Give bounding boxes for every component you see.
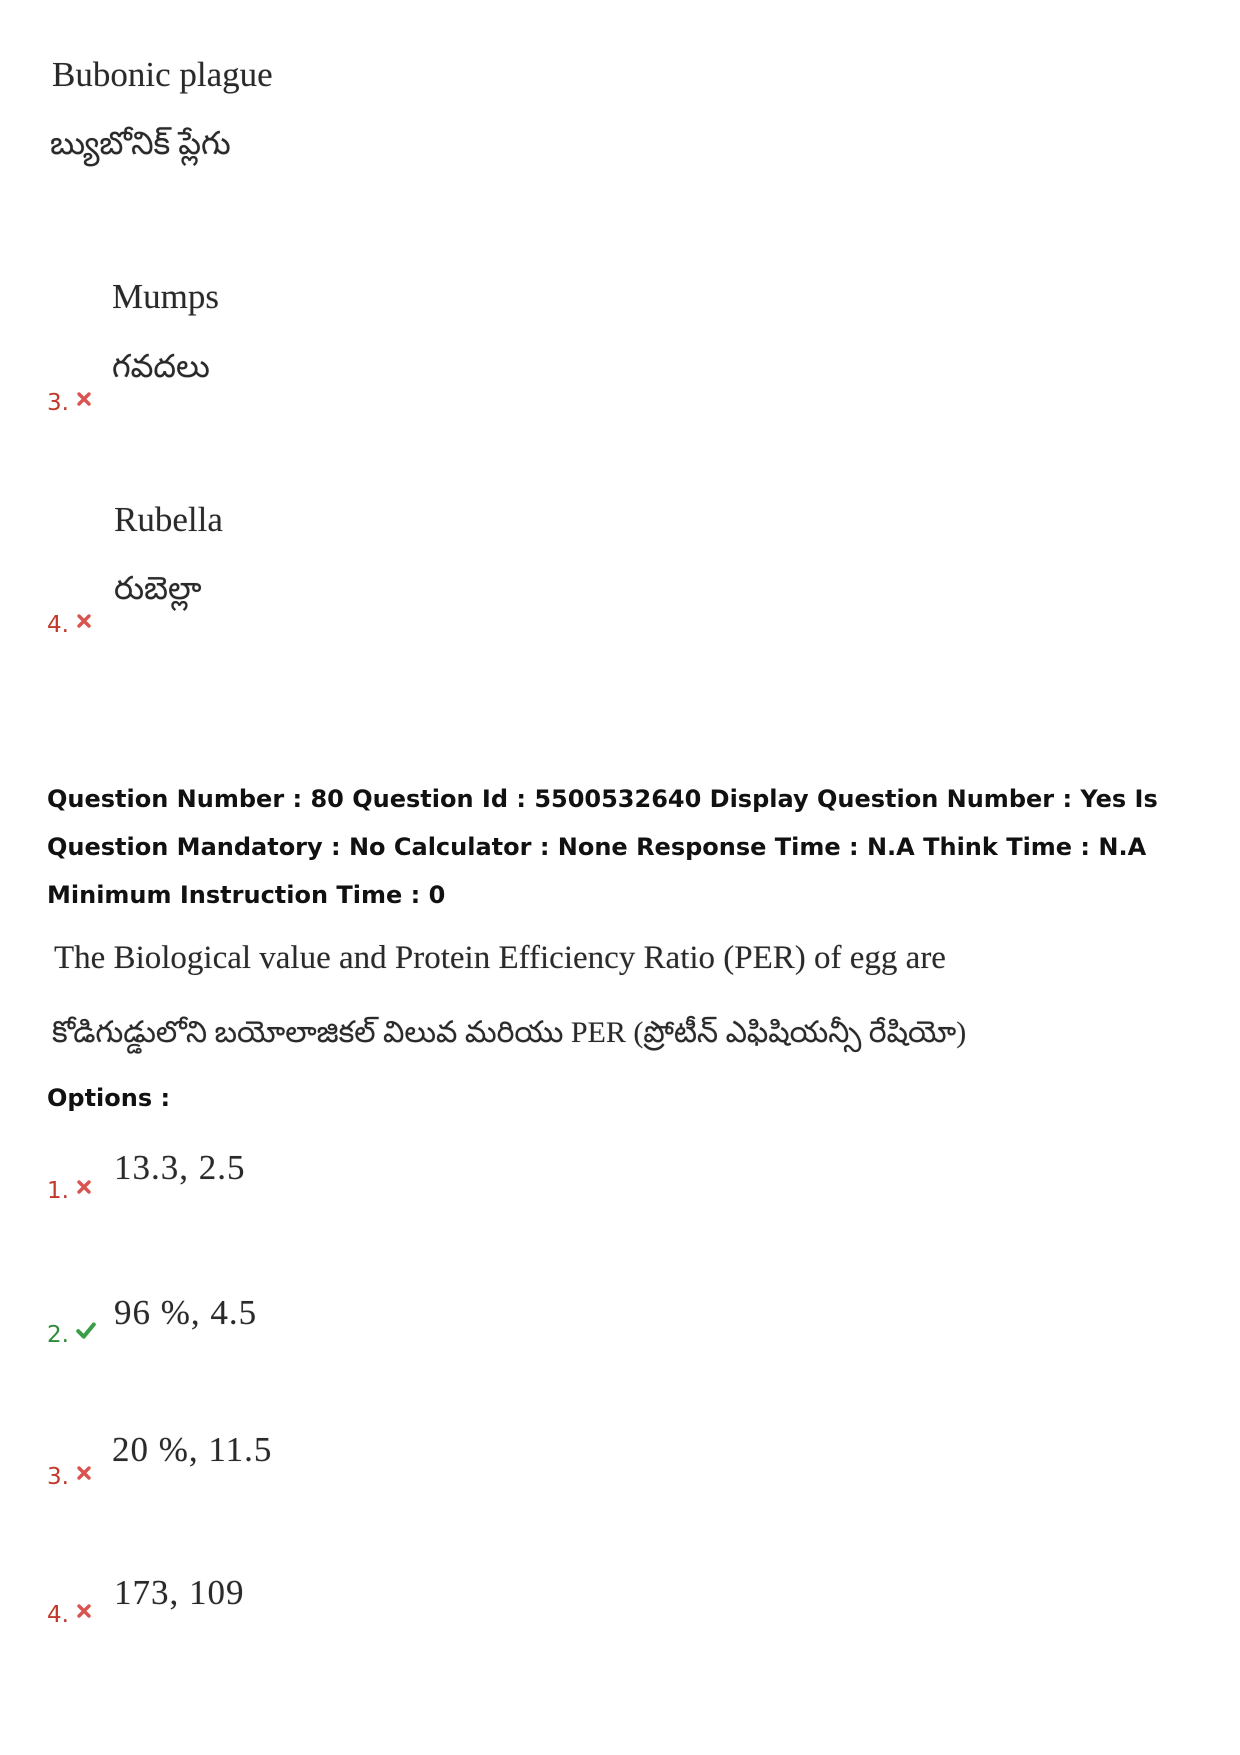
prev-option-3-english: Mumps — [112, 277, 219, 316]
question-text-telugu: కోడిగుడ్డులోని బయోలాజికల్ విలువ మరియు PER (ప్రోటీన్ ఎఫిషియన్సీ రేషియో) — [52, 1016, 967, 1049]
prev-option-2-telugu: బ్యుబోనిక్ ప్లేగు — [50, 125, 231, 161]
prev-option-4-telugu: రుబెల్లా — [114, 570, 202, 606]
option-1-marker — [47, 1178, 93, 1204]
prev-option-4-marker — [47, 612, 93, 638]
options-label: Options : — [47, 1084, 171, 1112]
option-1-text: 13.3, 2.5 — [114, 1148, 246, 1187]
cross-icon — [75, 1464, 93, 1482]
option-3-marker — [47, 1464, 93, 1490]
cross-icon — [75, 1602, 93, 1620]
option-4-text: 173, 109 — [114, 1573, 245, 1612]
option-2-marker — [47, 1320, 97, 1348]
cross-icon — [75, 1178, 93, 1196]
check-icon — [75, 1320, 97, 1340]
question-meta: Question Number : 80 Question Id : 5500532640 Display Question Number : Yes Is Question Mandatory : No Calculator : None Response Time : N.A Think Time : N.A Minimum Instruction Time : 0 — [47, 785, 1158, 909]
question-text-english: The Biological value and Protein Efficiency Ratio (PER) of egg are — [54, 940, 946, 976]
prev-option-3-telugu: గవదలు — [112, 348, 210, 384]
prev-option-2-english: Bubonic plague — [52, 55, 273, 94]
prev-option-3-number: 3. — [47, 390, 69, 416]
prev-option-4-english: Rubella — [114, 500, 223, 539]
prev-option-4-number: 4. — [47, 612, 69, 638]
option-2-number: 2. — [47, 1322, 69, 1348]
prev-option-3-marker — [47, 390, 93, 416]
option-1-number: 1. — [47, 1178, 69, 1204]
option-3-number: 3. — [47, 1464, 69, 1490]
option-4-marker — [47, 1602, 93, 1628]
option-3-text: 20 %, 11.5 — [112, 1430, 273, 1469]
option-2-text: 96 %, 4.5 — [114, 1293, 258, 1332]
cross-icon — [75, 612, 93, 630]
cross-icon — [75, 390, 93, 408]
option-4-number: 4. — [47, 1602, 69, 1628]
